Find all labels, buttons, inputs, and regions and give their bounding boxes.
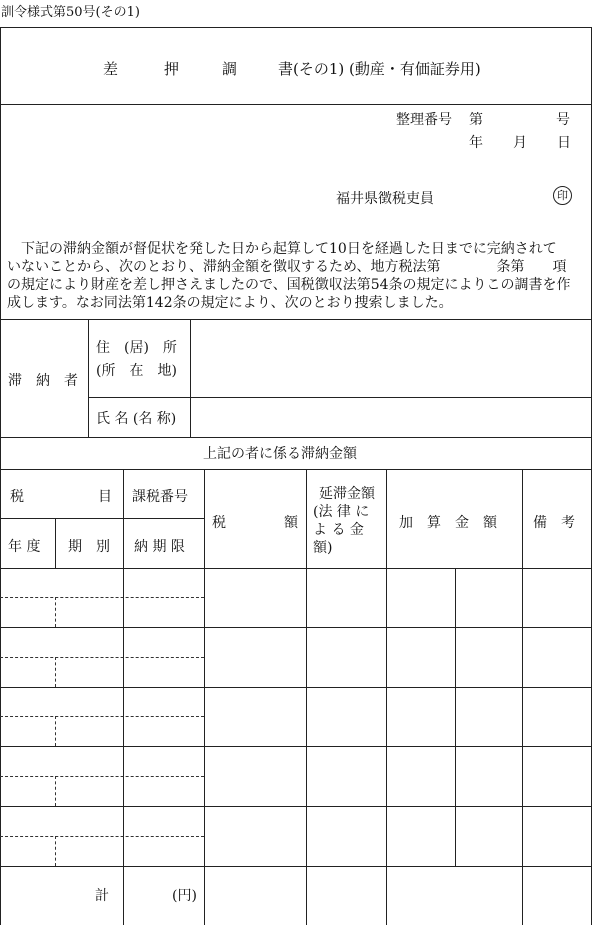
title-rest: 書(その1) (動産・有価証券用) <box>278 60 481 78</box>
month-label: 月 <box>513 135 527 151</box>
dai-label: 第 <box>469 112 483 128</box>
seiri-bango-label: 整理番号 <box>396 112 452 128</box>
entai-label-3: よ る 金 <box>313 522 364 538</box>
title-char-1: 差 <box>103 60 119 78</box>
entai-label-2: (法 律 に <box>313 504 370 520</box>
taxpayer-label: 滞 納 者 <box>8 373 78 389</box>
total-unit: (円) <box>172 888 197 904</box>
kasan-label: 加 算 金 額 <box>399 515 497 531</box>
form-number-label: 訓令様式第50号(その1) <box>1 5 140 20</box>
address-label-1: 住 (居) 所 <box>96 340 177 356</box>
kazei-bango-label: 課税番号 <box>132 489 188 505</box>
entai-label-1: 延滞金額 <box>319 486 375 502</box>
body-line: いないことから、次のとおり、滞納金額を徴収するため、地方税法第 条第 項 <box>7 259 567 275</box>
noukigen-label: 納 期 限 <box>134 539 185 555</box>
body-line: 成します。なお同法第142条の規定により、次のとおり捜索しました。 <box>7 295 453 311</box>
go-label: 号 <box>556 112 570 128</box>
year-label: 年 <box>469 135 483 151</box>
title-char-2: 押 <box>164 60 180 78</box>
body-line: の規定により財産を差し押さえましたので、国税徴収法第54条の規定によりこの調書を作 <box>7 277 571 293</box>
zeigaku-label-b: 額 <box>284 515 298 531</box>
official-title: 福井県徴税吏員 <box>336 191 434 207</box>
zeigaku-label-a: 税 <box>212 515 226 531</box>
body-line: 下記の滞納金額が督促状を発した日から起算して10日を経過した日までに完納されて <box>7 241 557 257</box>
total-label: 計 <box>95 888 109 904</box>
nendo-label: 年 度 <box>8 539 41 555</box>
zeimoku-label-a: 税 <box>10 489 24 505</box>
address-label-2: (所 在 地) <box>96 363 177 379</box>
section-title: 上記の者に係る滞納金額 <box>203 446 357 462</box>
day-label: 日 <box>557 135 571 151</box>
name-label: 氏 名 (名 称) <box>96 411 177 427</box>
entai-label-4: 額) <box>313 540 333 556</box>
biko-label: 備 考 <box>533 515 575 531</box>
seal-mark: 印 <box>553 186 572 205</box>
kibetsu-label: 期 別 <box>68 539 110 555</box>
body-paragraph <box>7 240 587 312</box>
zeimoku-label-b: 目 <box>98 489 112 505</box>
title-char-3: 調 <box>222 60 238 78</box>
